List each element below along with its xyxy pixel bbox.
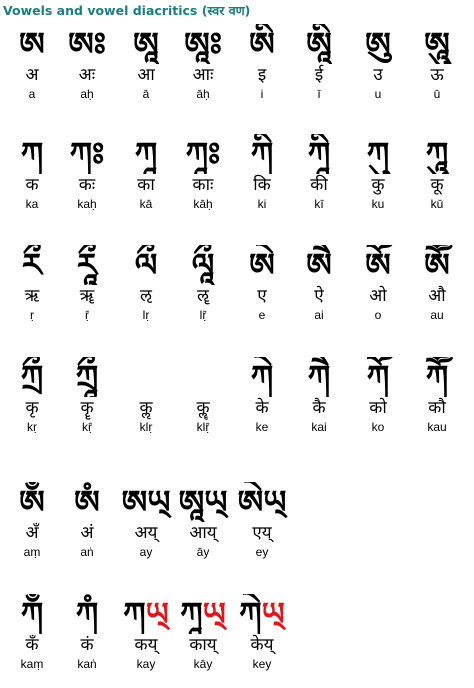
tibetan-script-glyph: ཀ — [75, 358, 99, 396]
devanagari-letter: अं — [80, 523, 94, 543]
transliteration: āy — [196, 545, 210, 559]
devanagari-letter: अ — [25, 65, 39, 85]
letter-cell — [233, 245, 291, 323]
letter-cell — [58, 245, 116, 323]
transliteration: lṝ — [199, 308, 207, 322]
devanagari-letter: ऌ — [140, 286, 152, 306]
tibetan-script-glyph: ཀ — [250, 358, 274, 396]
transliteration: u — [374, 87, 382, 101]
tibetan-script-glyph: ཀ — [134, 135, 158, 173]
transliteration: ki — [257, 197, 267, 211]
tibetan-script-glyph: ལྀ — [134, 246, 158, 284]
devanagari-letter: कॢ — [139, 398, 153, 418]
devanagari-letter: ओ — [369, 286, 387, 306]
devanagari-letter: केय् — [250, 635, 274, 655]
devanagari-letter: अँ — [25, 523, 39, 543]
tibetan-script-glyph: ཀཱཡ྄ — [180, 595, 226, 633]
tibetan-script-glyph: ཨེ — [249, 246, 275, 284]
transliteration: kṝ — [82, 420, 92, 434]
devanagari-letter: कय् — [134, 635, 158, 655]
transliteration: ka — [25, 197, 39, 211]
letter-cell — [408, 245, 466, 323]
tibetan-script-glyph: ཨཽ — [424, 246, 450, 284]
tibetan-script-glyph: ལཱྀ — [191, 246, 215, 284]
devanagari-letter: इ — [257, 65, 267, 85]
devanagari-letter: कु — [371, 175, 385, 195]
tibetan-script-glyph: ཀ — [69, 135, 105, 173]
letter-cell — [174, 482, 232, 560]
transliteration: kāy — [193, 657, 213, 671]
letter-cell — [117, 24, 175, 102]
transliteration: klṛ — [139, 420, 153, 434]
tibetan-script-glyph: ཨེཡ྄ — [237, 483, 287, 521]
transliteration: i — [260, 87, 264, 101]
tibetan-script-glyph: ཨཡ྄ — [121, 483, 171, 521]
letter-cell — [408, 357, 466, 435]
letter-cell — [290, 357, 348, 435]
transliteration: aḥ — [80, 87, 94, 101]
transliteration: lṛ — [142, 308, 150, 322]
letter-cell — [58, 24, 116, 102]
tibetan-script-glyph: ཀ — [366, 358, 390, 396]
letter-cell — [233, 134, 291, 212]
letter-cell — [3, 594, 61, 672]
tibetan-script-glyph: ཨཱི — [306, 25, 332, 63]
tibetan-script-glyph: ཨི — [249, 25, 275, 63]
letter-cell — [117, 482, 175, 560]
letter-cell — [3, 134, 61, 212]
tibetan-script-glyph: ཀཡ྄ — [123, 595, 169, 633]
transliteration: e — [258, 308, 266, 322]
devanagari-letter: के — [255, 398, 269, 418]
devanagari-letter: अय् — [134, 523, 158, 543]
devanagari-letter: कृ — [25, 398, 39, 418]
letter-cell — [3, 24, 61, 102]
transliteration: kay — [136, 657, 156, 671]
letter-cell — [233, 482, 291, 560]
transliteration: ke — [255, 420, 269, 434]
tibetan-script-glyph: ཀེཡ྄ — [239, 595, 285, 633]
tibetan-script-glyph: ཨ — [19, 25, 45, 63]
devanagari-letter: कू — [430, 175, 444, 195]
devanagari-letter: ॠ — [79, 286, 95, 306]
devanagari-letter: क — [25, 175, 39, 195]
letter-cell — [290, 245, 348, 323]
letter-cell — [174, 24, 232, 102]
tibetan-script-glyph: རྀ — [22, 246, 42, 284]
tibetan-script-glyph: ཀ — [20, 358, 44, 396]
letter-cell — [174, 134, 232, 212]
transliteration: ṝ — [85, 308, 89, 322]
devanagari-letter: कं — [80, 635, 94, 655]
tibetan-script-glyph: ཨཱཡ྄ — [178, 483, 228, 521]
letter-cell — [174, 245, 232, 323]
transliteration: kū — [430, 197, 444, 211]
devanagari-letter: आः — [192, 65, 214, 85]
letter-cell — [290, 24, 348, 102]
transliteration: ey — [255, 545, 269, 559]
transliteration: kā — [139, 197, 153, 211]
devanagari-letter: ए — [257, 286, 267, 306]
transliteration: klṝ — [196, 420, 210, 434]
devanagari-letter: एय् — [252, 523, 272, 543]
devanagari-letter: कॣ — [196, 398, 210, 418]
letter-cell — [349, 357, 407, 435]
devanagari-letter: काय् — [189, 635, 217, 655]
letter-cell — [58, 482, 116, 560]
devanagari-letter: ऐ — [314, 286, 324, 306]
tibetan-script-glyph — [174, 357, 232, 397]
transliteration: ū — [433, 87, 441, 101]
letter-cell — [408, 134, 466, 212]
tibetan-script-glyph: རཱྀ — [77, 246, 97, 284]
letter-cell — [349, 245, 407, 323]
transliteration: ko — [371, 420, 385, 434]
tibetan-script-glyph: ཀ — [20, 595, 44, 633]
devanagari-letter: ऊ — [430, 65, 444, 85]
transliteration: āḥ — [196, 87, 210, 101]
tibetan-script-glyph: ཨཻ — [306, 246, 332, 284]
transliteration: ī — [317, 87, 321, 101]
letter-cell — [174, 594, 232, 672]
tibetan-script-glyph: ཨཱུ — [424, 25, 450, 63]
devanagari-letter: कै — [312, 398, 326, 418]
devanagari-letter: ॡ — [197, 286, 209, 306]
transliteration: ai — [314, 308, 324, 322]
devanagari-letter: अः — [78, 65, 96, 85]
letter-cell — [117, 357, 175, 435]
tibetan-script-glyph: ཀ — [425, 358, 449, 396]
letter-cell — [408, 24, 466, 102]
devanagari-letter: की — [310, 175, 328, 195]
tibetan-script-glyph: ཀ — [20, 135, 44, 173]
devanagari-letter: उ — [373, 65, 383, 85]
tibetan-script-glyph: ཨཾ — [74, 483, 100, 521]
transliteration: kṛ — [27, 420, 37, 434]
devanagari-letter: कँ — [25, 635, 39, 655]
tibetan-script-glyph: ཀ — [75, 595, 99, 633]
transliteration: au — [430, 308, 444, 322]
transliteration: kaḥ — [77, 197, 97, 211]
tibetan-script-glyph: ཀ — [307, 135, 331, 173]
letter-cell — [3, 482, 61, 560]
tibetan-script-glyph: ཨཱ — [133, 25, 159, 63]
transliteration: kaṃ — [20, 657, 44, 671]
transliteration: kī — [314, 197, 324, 211]
devanagari-letter: ई — [314, 65, 324, 85]
letter-cell — [290, 134, 348, 212]
devanagari-letter: ऋ — [24, 286, 40, 306]
transliteration: ṛ — [30, 308, 34, 322]
letter-cell — [58, 594, 116, 672]
tibetan-script-glyph: ཀ — [185, 135, 221, 173]
tibetan-script-glyph — [117, 357, 175, 397]
transliteration: key — [252, 657, 272, 671]
tibetan-script-glyph: ཀ — [366, 135, 390, 173]
devanagari-letter: कः — [78, 175, 96, 195]
letter-cell — [233, 357, 291, 435]
devanagari-letter: आ — [137, 65, 155, 85]
transliteration: kau — [427, 420, 447, 434]
letter-cell — [58, 134, 116, 212]
devanagari-letter: कि — [253, 175, 271, 195]
tibetan-script-glyph: ཀ — [307, 358, 331, 396]
transliteration: ā — [142, 87, 150, 101]
transliteration: kaṅ — [77, 657, 97, 671]
page-title: Vowels and vowel diacritics (स्वर वण) — [3, 3, 251, 18]
transliteration: ay — [139, 545, 153, 559]
letter-cell — [58, 357, 116, 435]
letter-cell — [117, 594, 175, 672]
letter-cell — [233, 594, 291, 672]
transliteration: kāḥ — [193, 197, 213, 211]
transliteration: kai — [311, 420, 327, 434]
letter-cell — [117, 245, 175, 323]
devanagari-letter: को — [369, 398, 387, 418]
tibetan-script-glyph: ཀ — [250, 135, 274, 173]
transliteration: a — [28, 87, 36, 101]
tibetan-script-glyph: ཨཱཿ — [184, 25, 222, 63]
tibetan-script-glyph: ཨྃ — [19, 483, 45, 521]
devanagari-letter: कॄ — [80, 398, 94, 418]
devanagari-letter: कौ — [428, 398, 446, 418]
tibetan-script-glyph: ཨུ — [365, 25, 391, 63]
devanagari-letter: काः — [192, 175, 214, 195]
letter-cell — [3, 357, 61, 435]
letter-cell — [117, 134, 175, 212]
tibetan-script-glyph: ཨོ — [365, 246, 391, 284]
letter-cell — [174, 357, 232, 435]
tibetan-script-glyph: ཨཿ — [68, 25, 106, 63]
tibetan-script-glyph: ཀ — [425, 135, 449, 173]
devanagari-letter: आय् — [189, 523, 217, 543]
devanagari-letter: औ — [428, 286, 446, 306]
letter-cell — [349, 24, 407, 102]
letter-cell — [233, 24, 291, 102]
devanagari-letter: का — [137, 175, 155, 195]
transliteration: aṅ — [80, 545, 94, 559]
transliteration: o — [374, 308, 382, 322]
letter-cell — [349, 134, 407, 212]
transliteration: aṃ — [23, 545, 41, 559]
transliteration: ku — [371, 197, 385, 211]
letter-cell — [3, 245, 61, 323]
